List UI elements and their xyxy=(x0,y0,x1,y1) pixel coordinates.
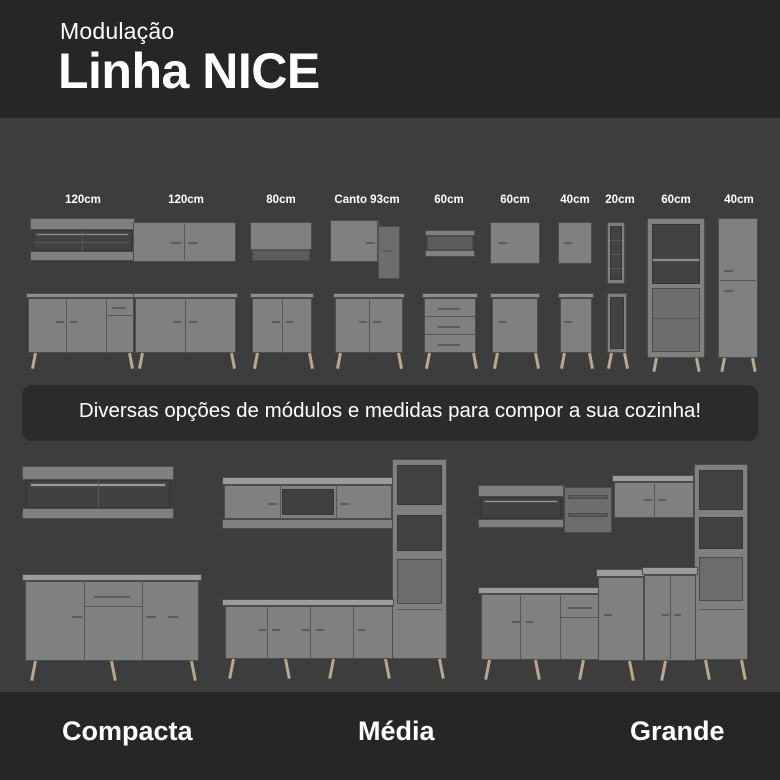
footer-label-media: Média xyxy=(358,716,435,746)
module-label-4: 60cm xyxy=(434,194,464,206)
module-base-120-2doors xyxy=(133,293,238,358)
module-label-0: 120cm xyxy=(65,194,101,206)
promo-banner-text: Diversas opções de módulos e medidas para compor a sua cozinha! xyxy=(78,399,702,422)
module-base-40 xyxy=(558,293,594,358)
kitchen-layout-compacta xyxy=(22,466,202,681)
header-eyebrow: Modulação xyxy=(60,18,175,44)
kitchen-layout-grande xyxy=(478,459,758,681)
module-label-6: 40cm xyxy=(560,194,590,206)
module-base-20-rack xyxy=(607,293,627,358)
module-wall-120-glass xyxy=(30,218,135,263)
footer-bar xyxy=(0,692,780,780)
module-label-3: Canto 93cm xyxy=(334,194,400,206)
module-label-2: 80cm xyxy=(266,194,296,206)
module-base-60-3drawers xyxy=(422,293,478,358)
promo-banner xyxy=(22,385,758,441)
kitchen-layout-media xyxy=(222,459,447,681)
footer-label-grande: Grande xyxy=(630,716,725,746)
header-bar xyxy=(0,0,780,118)
module-label-5: 60cm xyxy=(500,194,530,206)
module-wall-120-2doors xyxy=(133,222,236,262)
module-base-120-drawers xyxy=(26,293,136,358)
module-label-7: 20cm xyxy=(605,194,635,206)
module-tall-60-pantry xyxy=(647,218,705,358)
module-wall-corner-93 xyxy=(330,220,408,284)
module-catalogue-section xyxy=(0,118,780,385)
module-wall-80 xyxy=(250,222,312,262)
module-base-corner-93 xyxy=(333,293,405,358)
module-wall-60-door xyxy=(490,222,540,264)
module-label-9: 40cm xyxy=(724,194,754,206)
module-base-60-door xyxy=(490,293,540,358)
module-wall-20-rack xyxy=(607,222,625,284)
module-tall-40 xyxy=(718,218,758,358)
module-wall-60-open xyxy=(425,230,475,260)
module-label-1: 120cm xyxy=(168,194,204,206)
page-title: Linha NICE xyxy=(58,43,320,99)
module-label-8: 60cm xyxy=(661,194,691,206)
footer-label-compacta: Compacta xyxy=(62,716,193,746)
module-base-80 xyxy=(250,293,314,358)
module-wall-40-door xyxy=(558,222,592,264)
kitchen-layouts-section xyxy=(0,441,780,692)
